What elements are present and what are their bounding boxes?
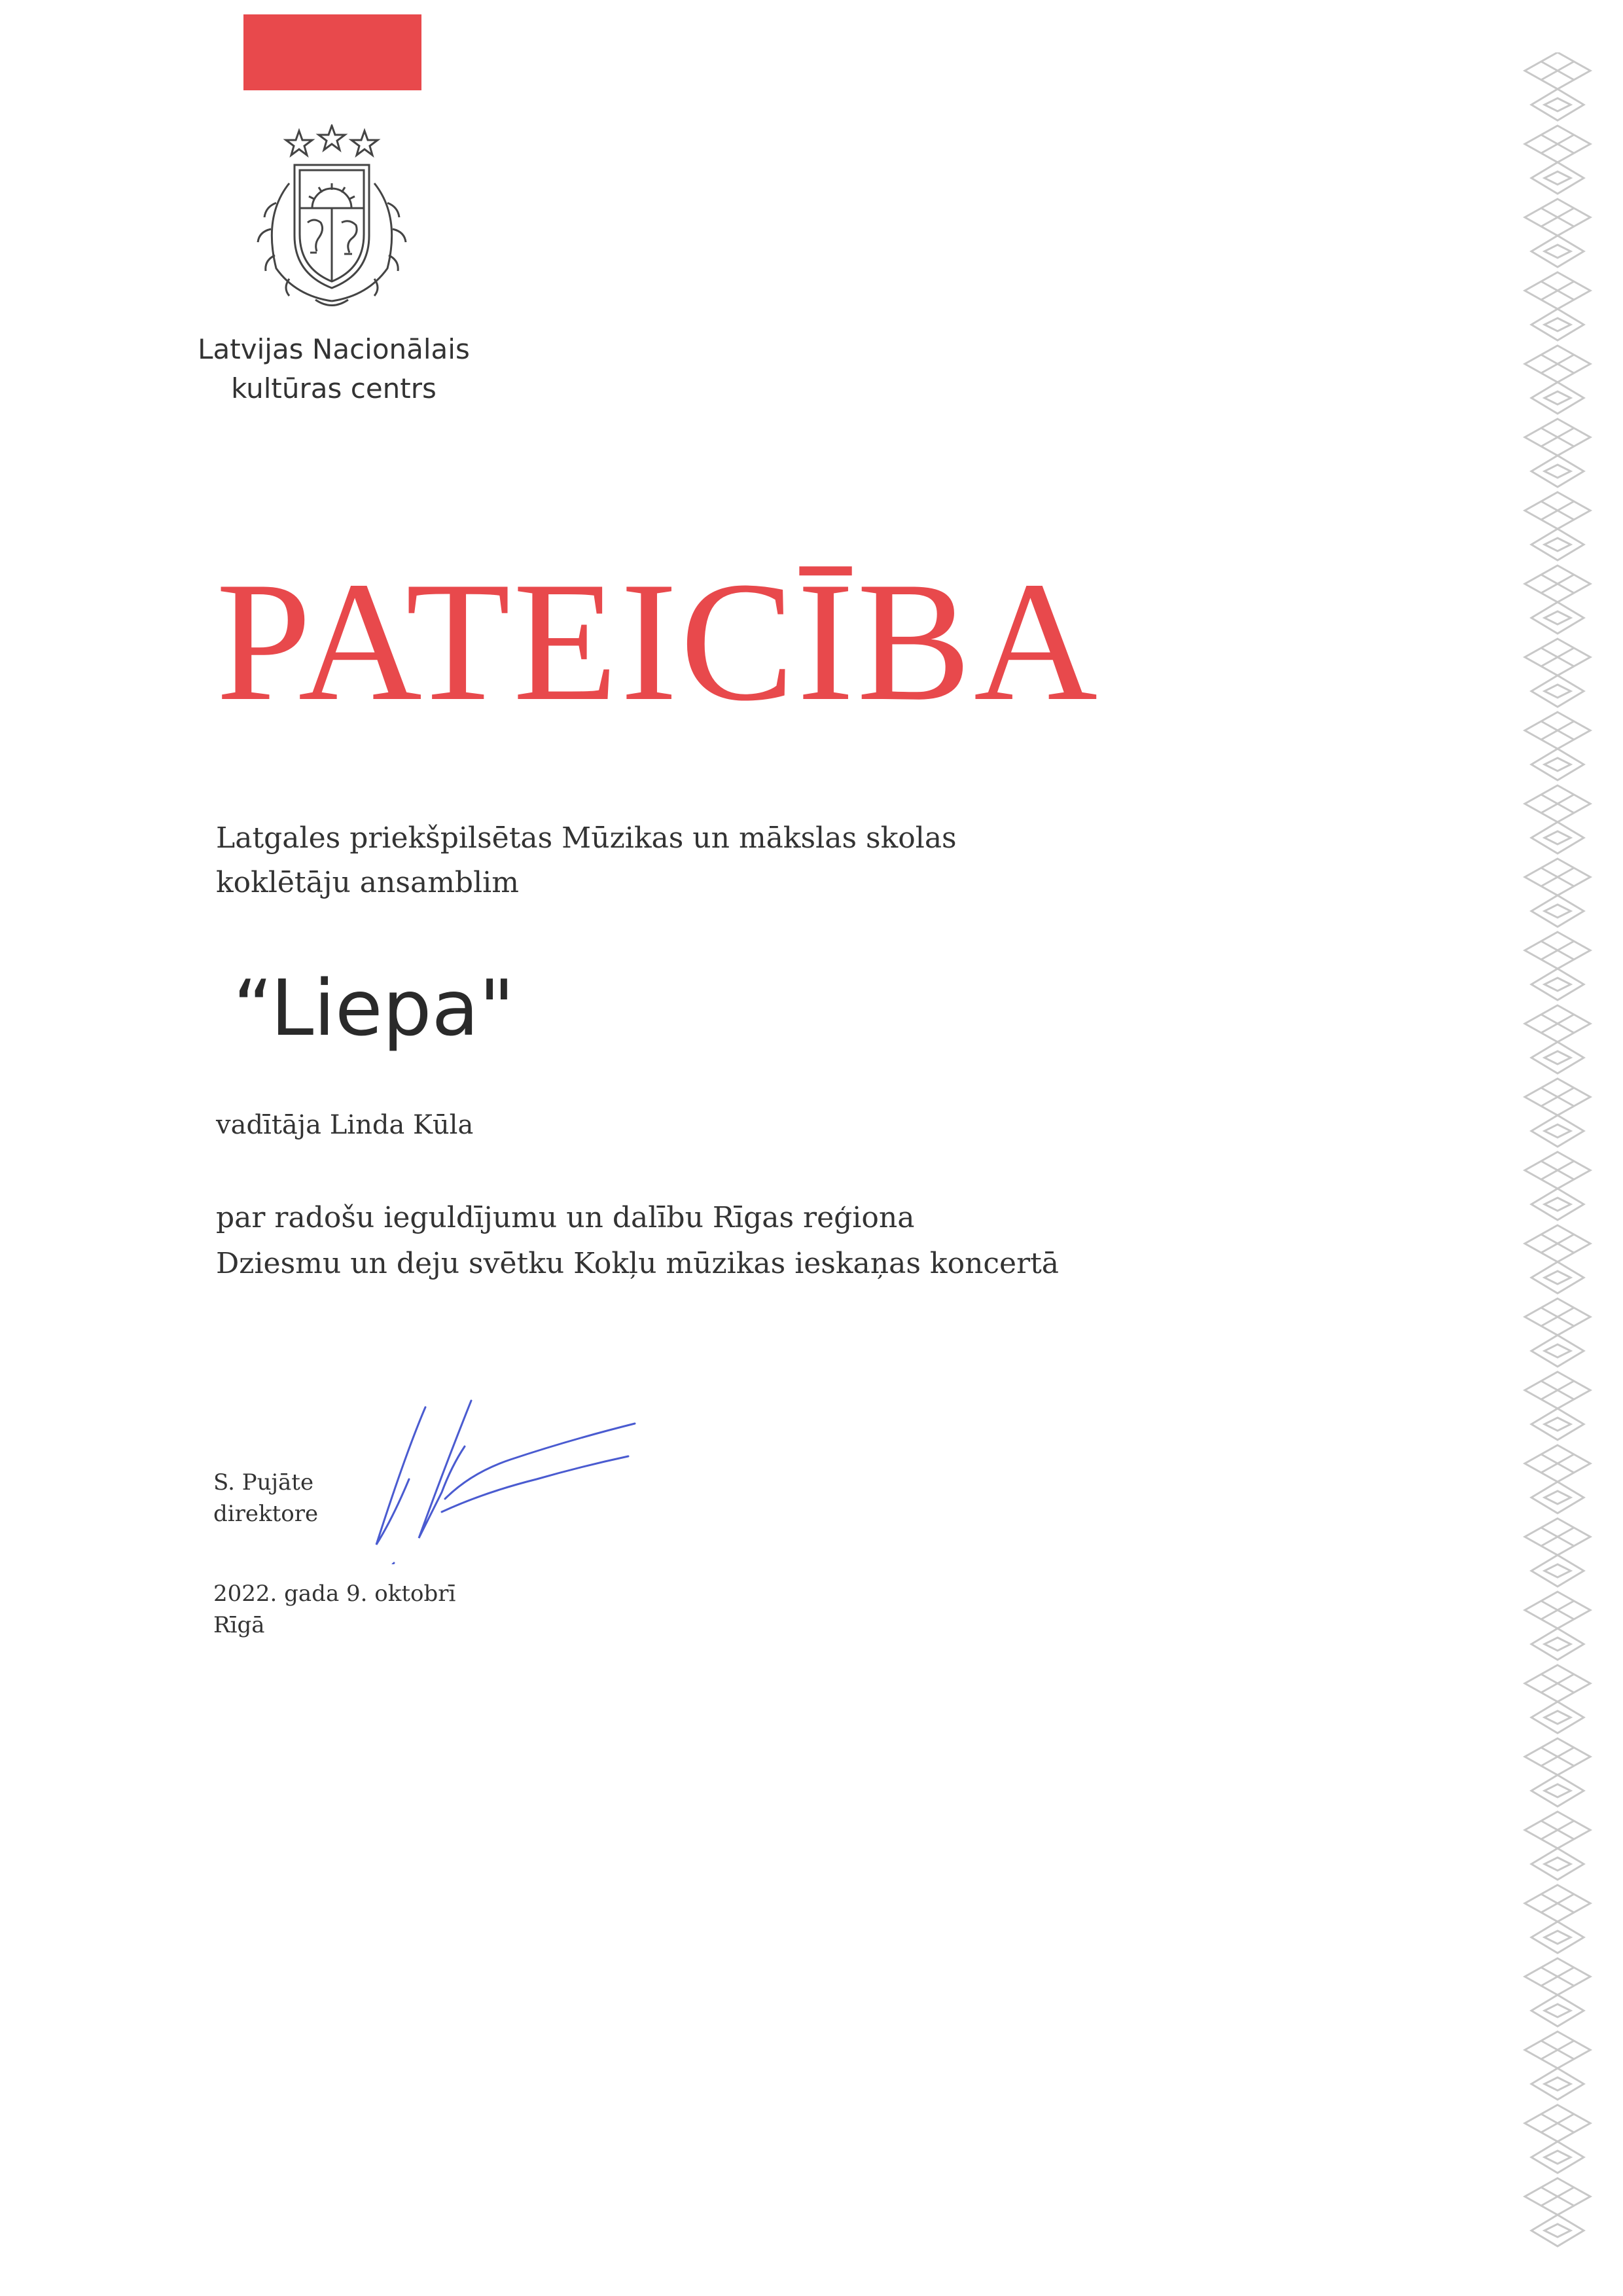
signatory-name: S. Pujāte <box>213 1469 314 1496</box>
ornament-motif <box>1525 126 1590 194</box>
ornament-motif <box>1525 859 1590 927</box>
organization-line-1: Latvijas Nacionālais <box>198 333 470 365</box>
ornament-motif <box>1525 419 1590 487</box>
decorative-border-icon <box>1512 52 1603 2251</box>
ornament-motif <box>1525 932 1590 1000</box>
leader-line: vadītāja Linda Kūla <box>216 1110 474 1140</box>
date-line: 2022. gada 9. oktobrī <box>213 1581 456 1607</box>
ornament-motif <box>1525 1958 1590 2026</box>
ornament-motif <box>1525 2105 1590 2173</box>
organization-line-2: kultūras centrs <box>231 372 437 404</box>
reason-line-1: par radošu ieguldījumu un dalību Rīgas reģiona <box>216 1201 915 1234</box>
ornament-motif <box>1525 272 1590 340</box>
ornament-motif <box>1525 1812 1590 1880</box>
place-line: Rīgā <box>213 1612 265 1638</box>
page-title: PATEICĪBA <box>216 547 1101 736</box>
ensemble-name: “Liepa" <box>233 963 515 1053</box>
ornament-motif <box>1525 1299 1590 1367</box>
recipient-line-2: koklētāju ansamblim <box>216 866 519 899</box>
ornament-motif <box>1525 712 1590 780</box>
ornament-motif <box>1525 52 1590 120</box>
ornament-motif <box>1525 1885 1590 1953</box>
signatory-role: direktore <box>213 1501 319 1527</box>
ornament-motif <box>1525 1738 1590 1806</box>
ornament-motif <box>1525 565 1590 634</box>
ornament-motif <box>1525 1445 1590 1513</box>
ornament-motif <box>1525 1518 1590 1587</box>
ornament-motif <box>1525 639 1590 707</box>
ornament-motif <box>1525 1152 1590 1220</box>
ornament-motif <box>1525 1372 1590 1440</box>
organization-name <box>190 330 478 408</box>
ornament-motif <box>1525 199 1590 267</box>
ornament-motif <box>1525 1592 1590 1660</box>
reason-line-2: Dziesmu un deju svētku Kokļu mūzikas ieskaņas koncertā <box>216 1247 1060 1280</box>
ornament-motif <box>1525 1005 1590 1073</box>
ornament-motif <box>1525 2178 1590 2246</box>
ornament-motif <box>1525 1665 1590 1733</box>
ornament-motif <box>1525 492 1590 560</box>
signature-icon <box>353 1394 654 1564</box>
red-header-tab <box>243 14 421 90</box>
ornament-motif <box>1525 1225 1590 1293</box>
ornament-motif <box>1525 1079 1590 1147</box>
recipient-line-1: Latgales priekšpilsētas Mūzikas un mākslas skolas <box>216 821 957 855</box>
ornament-motif <box>1525 785 1590 853</box>
coat-of-arms-icon <box>237 124 427 314</box>
ornament-motif <box>1525 346 1590 414</box>
ornament-motif <box>1525 2032 1590 2100</box>
